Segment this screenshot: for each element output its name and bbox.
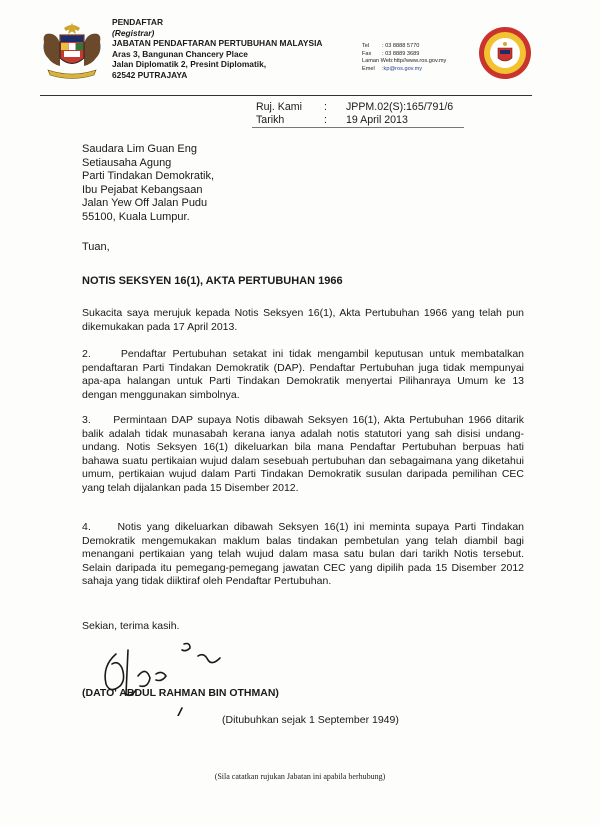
letter-subject: NOTIS SEKSYEN 16(1), AKTA PERTUBUHAN 1966: [82, 275, 343, 287]
org-address-line-1: Aras 3, Bangunan Chancery Place: [112, 48, 248, 59]
contact-info: [362, 43, 446, 73]
signatory-name: (DATO' ABDUL RAHMAN BIN OTHMAN): [82, 687, 279, 699]
contact-web: Laman Web:http//www.ros.gov.my: [362, 58, 447, 65]
reference-block: [256, 101, 453, 127]
ref-label: Ruj. Kami: [256, 101, 302, 113]
ros-seal-icon: [478, 26, 532, 80]
org-department: JABATAN PENDAFTARAN PERTUBUHAN MALAYSIA: [112, 38, 323, 49]
letterhead-organization: [112, 17, 322, 81]
recipient-line: 55100, Kuala Lumpur.: [82, 210, 190, 223]
date-row: [256, 114, 453, 127]
fax-label: Fax: [362, 50, 372, 57]
established-note: (Ditubuhkan sejak 1 September 1949): [222, 714, 399, 726]
recipient-line: Ibu Pejabat Kebangsaan: [82, 183, 203, 196]
handwritten-signature: [86, 636, 246, 716]
paragraph-4: 4. Notis yang dikeluarkan dibawah Seksyen 16(1) ini meminta supaya Parti Tindakan Demokratik mengemukakan maklum balas tindakan pembetulan yang telah diambil bagi menangani pertikaian yang telah wujud dalam masa satu bulan dari tarikh Notis tersebut. Selain daripada itu pemegang-pemegang jawatan CEC yang dipilih pada 15 Disember 2012 sahaja yang tidak diiktiraf oleh Pendaftar Pertubuhan.: [82, 521, 524, 587]
paragraph-1: Sukacita saya merujuk kepada Notis Seksyen 16(1), Akta Pertubuhan 1966 yang telah pun dikemukakan pada 17 April 2013.: [82, 307, 524, 333]
salutation: Tuan,: [82, 241, 110, 253]
fax-value: : 03 8889 3689: [382, 50, 420, 57]
org-subtitle: (Registrar): [112, 27, 155, 38]
reference-underline: [252, 127, 464, 128]
date-colon: :: [324, 114, 327, 127]
coat-of-arms-icon: [38, 22, 106, 80]
org-address-line-2: Jalan Diplomatik 2, Presint Diplomatik,: [112, 59, 267, 70]
recipient-line: Jalan Yew Off Jalan Pudu: [82, 197, 208, 210]
contact-fax: [362, 51, 446, 59]
org-title: PENDAFTAR: [112, 17, 164, 27]
closing-remark: Sekian, terima kasih.: [82, 620, 180, 632]
recipient-line: Saudara Lim Guan Eng: [82, 143, 197, 155]
letterhead-divider: [40, 95, 532, 96]
email-label: Emel: [362, 65, 375, 72]
date-value: 19 April 2013: [346, 114, 408, 127]
recipient-line: Parti Tindakan Demokratik,: [82, 170, 215, 183]
contact-email: [362, 66, 446, 74]
email-value: :kp@ros.gov.my: [382, 65, 423, 72]
contact-tel: [362, 43, 446, 51]
recipient-address: [82, 143, 214, 225]
paragraph-2: 2. Pendaftar Pertubuhan setakat ini tidak mengambil keputusan untuk membatalkan pendaftaran Parti Tindakan Demokratik (DAP). Pendaftar Pertubuhan juga tidak mempunyai apa-apa halangan untuk Parti Tindakan Demokratik menyertai Pilihanraya Umum ke 13 dengan menggunakan simbolnya.: [82, 348, 524, 401]
date-label: Tarikh: [256, 114, 285, 127]
org-address-line-3: 62542 PUTRAJAYA: [112, 69, 188, 80]
footer-note: (Sila catatkan rujukan Jabatan ini apabila berhubung): [214, 772, 386, 781]
tel-value: : 03 8888 5770: [382, 43, 420, 49]
tel-label: Tel: [362, 43, 370, 49]
reference-row: [256, 101, 453, 114]
paragraph-3: 3. Permintaan DAP supaya Notis dibawah Seksyen 16(1), Akta Pertubuhan 1966 ditarik balik adalah tidak munasabah kerana ianya adalah notis statutori yang sah disisi undang-undang. Notis Seksyen 16(1) dikeluarkan bila mana Pendaftar Pertubuhan berpuas hati bahawa suatu pertikaian wujud dalam sesebuah pertubuhan dan sebagaimana yang diketahui umum, pertikaian wujud dalam Parti Tindakan Demokratik susulan daripada pemilihan CEC yang telah dijalankan pada 15 Disember 2012.: [82, 414, 524, 494]
recipient-line: Setiausaha Agung: [82, 156, 172, 169]
ref-colon: :: [324, 101, 327, 113]
ref-value: JPPM.02(S):165/791/6: [346, 101, 454, 113]
